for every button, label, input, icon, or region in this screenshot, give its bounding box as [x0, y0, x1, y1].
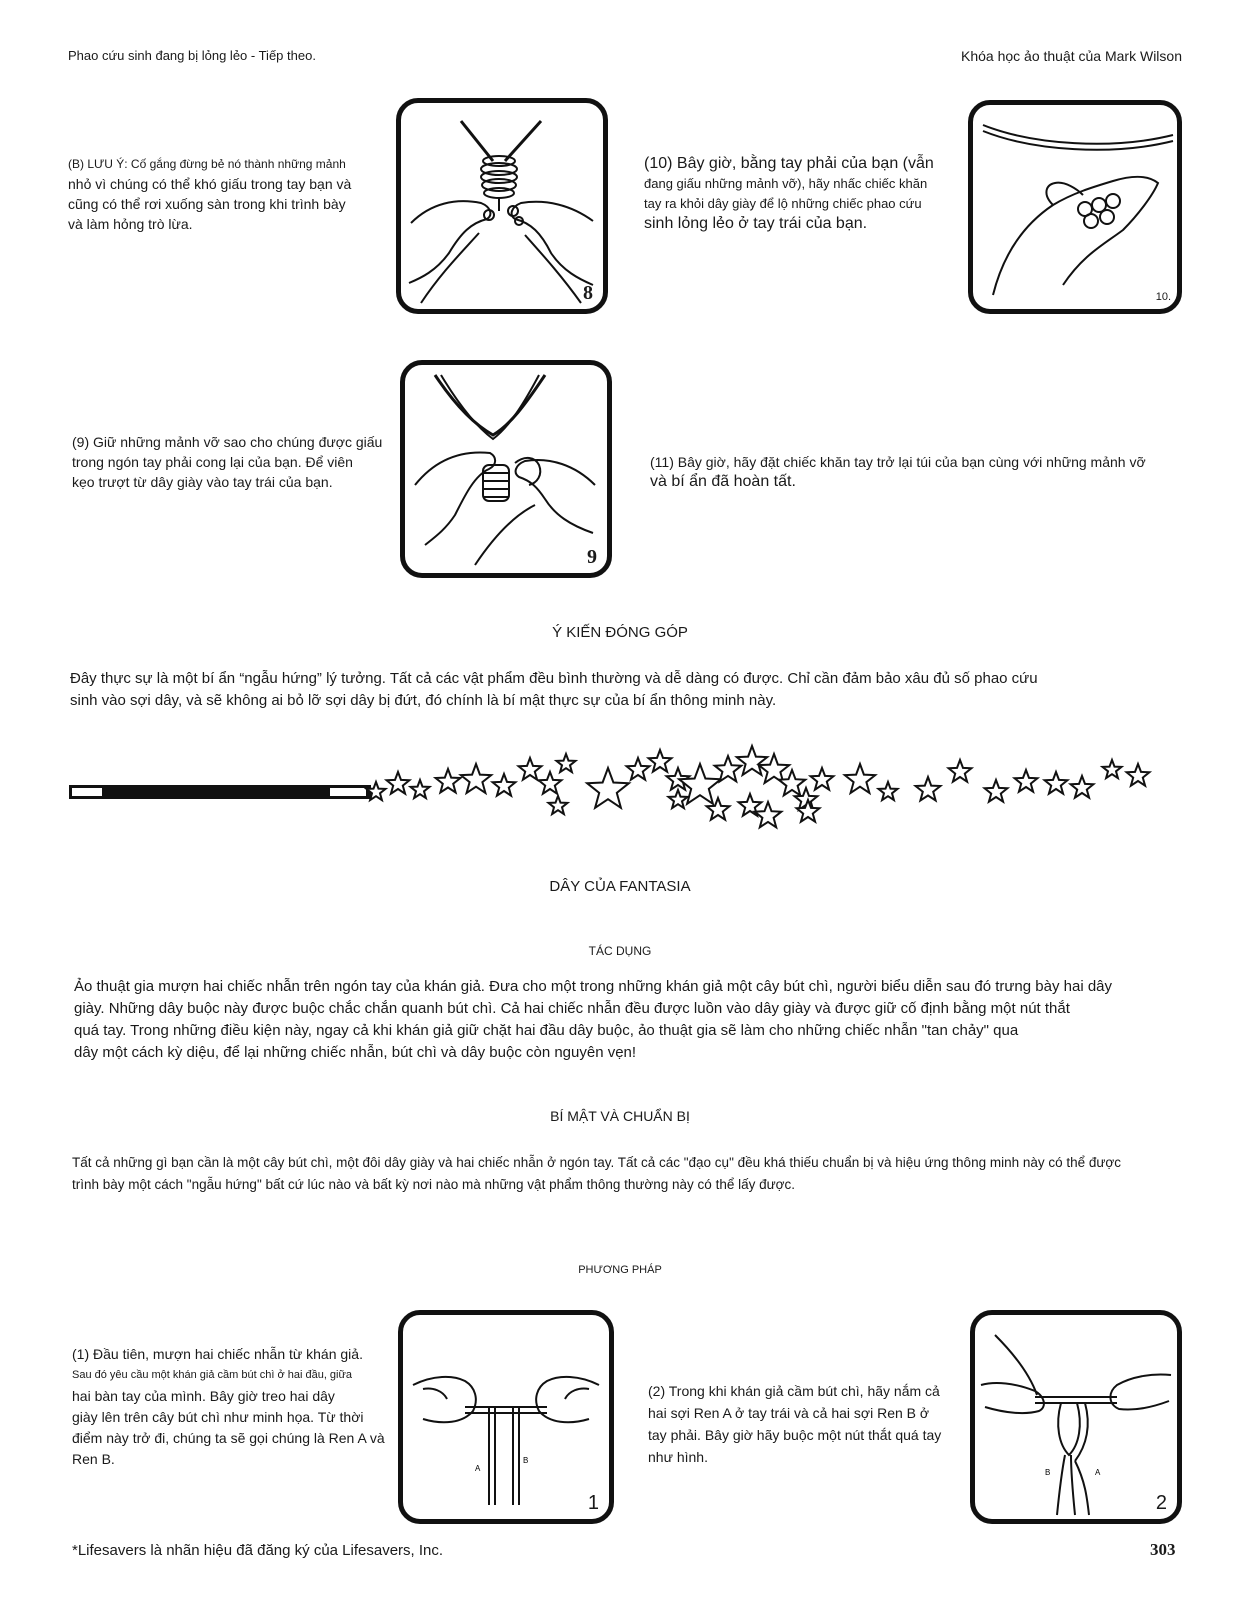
star-26: [949, 760, 972, 782]
figure-2-illustration: [975, 1315, 1177, 1519]
star-7: [539, 772, 562, 794]
star-34: [669, 790, 688, 808]
star-28: [1015, 770, 1038, 792]
star-31: [1103, 760, 1122, 778]
running-header-right: Khóa học ảo thuật của Mark Wilson: [960, 48, 1182, 64]
figure-10: [968, 100, 1182, 314]
fantasia-title: DÂY CỦA FANTASIA: [549, 878, 691, 895]
figure-9-number: 9: [587, 546, 597, 568]
running-header-left: Phao cứu sinh đang bị lỏng lẻo - Tiếp theo.: [68, 48, 316, 63]
figure-1-illustration: [403, 1315, 609, 1519]
fig2-label-a: A: [1095, 1468, 1101, 1477]
figure-2: [970, 1310, 1182, 1524]
star-29: [1045, 772, 1068, 794]
figure-1: [398, 1310, 614, 1524]
stars-cluster: [367, 746, 1150, 827]
wand-stars-divider: [68, 740, 1188, 840]
step-1-text: (1) Đầu tiên, mượn hai chiếc nhẫn từ khán giả. Sau đó yêu cầu một khán giả cầm bút chì ở hai đầu, giữa hai bàn tay của mình. Bây giờ treo hai dây giày lên trên cây bút chì như minh họa. Từ thời điểm này trở đi, chúng ta sẽ gọi chúng là Ren A và Ren B.: [72, 1346, 385, 1467]
comments-title: Ý KIẾN ĐÓNG GÓP: [552, 624, 688, 641]
star-2: [411, 780, 430, 798]
star-3: [436, 769, 461, 793]
figure-2-number: 2: [1155, 1492, 1167, 1514]
fig2-label-b: B: [1045, 1468, 1051, 1477]
note-b-text: (B) LƯU Ý: Cố gắng đừng bẻ nó thành những mảnh nhỏ vì chúng có thể khó giấu trong tay bạn và cũng có thể rơi xuống sàn trong khi trình bày và làm hỏng trò lừa.: [68, 157, 352, 232]
magic-wand: [70, 786, 370, 798]
star-15: [737, 746, 767, 775]
fig1-label-b: B: [523, 1456, 529, 1465]
wand-tip-right: [330, 788, 366, 796]
effect-text: Ảo thuật gia mượn hai chiếc nhẫn trên ngón tay của khán giả. Đưa cho một trong những khán giả một cây bút chì, người biểu diễn sau đó trưng bày hai dây giày. Những dây buộc này được buộc chắc chắn quanh bút chì. Cả hai chiếc nhẫn đều được luồn vào dây giày và được giữ cố định bằng một nút thắt quá tay. Trong những điều kiện này, ngay cả khi khán giả giữ chặt hai đầu dây buộc, ảo thuật gia sẽ làm cho những chiếc nhẫn "tan chảy" qua dây một cách kỳ diệu, để lại những chiếc nhẫn, bút chì và dây buộc còn nguyên vẹn!: [74, 978, 1113, 1061]
secret-title: BÍ MẬT VÀ CHUẨN BỊ: [550, 1108, 690, 1124]
star-9: [587, 768, 629, 808]
step-2-text: (2) Trong khi khán giả cầm bút chì, hãy nắm cả hai sợi Ren A ở tay trái và cả hai sợi Ren B ở tay phải. Bây giờ hãy buộc một nút thắt quá tay như hình.: [648, 1383, 942, 1465]
figure-9-illustration: [405, 365, 607, 573]
star-14: [715, 756, 742, 781]
secret-text: Tất cả những gì bạn cần là một cây bút chì, một đôi dây giày và hai chiếc nhẫn ở ngón tay. Tất cả các "đạo cụ" đều khá thiếu chuẩn bị và hiệu ứng thông minh này có thể được trình bày một cách "ngẫu hứng" bất cứ lúc nào và bất kỳ nơi nào mà những vật phẩm thông thường này có thể lấy được.: [72, 1155, 1122, 1192]
page-number: 303: [1150, 1540, 1176, 1559]
star-30: [1071, 776, 1094, 798]
star-11: [649, 750, 672, 772]
step-10-text: (10) Bây giờ, bằng tay phải của bạn (vẫn đang giấu những mảnh vỡ), hãy nhấc chiếc khăn tay ra khỏi dây giày để lộ những chiếc phao cứu sinh lỏng lẻo ở tay trái của bạn.: [644, 155, 934, 232]
star-4: [461, 764, 491, 793]
step-9-text: (9) Giữ những mảnh vỡ sao cho chúng được giấu trong ngón tay phải cong lại của bạn. Để viên kẹo trượt từ dây giày vào tay trái của bạn.: [72, 434, 383, 490]
figure-8-illustration: [401, 103, 603, 309]
star-8: [557, 754, 576, 772]
star-27: [985, 780, 1008, 802]
star-17: [779, 770, 806, 795]
star-10: [627, 758, 650, 780]
star-25: [916, 777, 941, 801]
step-11-text: (11) Bây giờ, hãy đặt chiếc khăn tay trở lại túi của bạn cùng với những mảnh vỡ và bí ẩn đã hoàn tất.: [650, 454, 1146, 490]
method-title: PHƯƠNG PHÁP: [578, 1264, 662, 1276]
wand-tip-left: [72, 788, 102, 796]
figure-8-number: 8: [583, 282, 593, 304]
figure-8: [396, 98, 608, 314]
effect-title: TÁC DỤNG: [588, 944, 652, 958]
figure-9: [400, 360, 612, 578]
star-19: [811, 768, 834, 790]
footer-note: *Lifesavers là nhãn hiệu đã đăng ký của Lifesavers, Inc.: [72, 1542, 444, 1559]
figure-1-number: 1: [587, 1492, 599, 1514]
star-33: [549, 796, 568, 814]
figure-10-illustration: [973, 105, 1177, 309]
star-5: [493, 774, 516, 796]
figure-10-number: 10.: [1155, 291, 1171, 303]
star-24: [879, 782, 898, 800]
comments-text: Đây thực sự là một bí ẩn “ngẫu hứng” lý tưởng. Tất cả các vật phẩm đều bình thường và dễ dàng có được. Chỉ cần đảm bảo xâu đủ số phao cứu sinh vào sợi dây, và sẽ không ai bỏ lỡ sợi dây bị đứt, đó chính là bí mật thực sự của bí ẩn thông minh này.: [70, 670, 1038, 709]
star-23: [845, 764, 875, 793]
star-32: [1127, 764, 1150, 786]
fig1-label-a: A: [475, 1464, 481, 1473]
star-21: [755, 802, 782, 827]
star-1: [387, 772, 410, 794]
star-6: [519, 758, 542, 780]
